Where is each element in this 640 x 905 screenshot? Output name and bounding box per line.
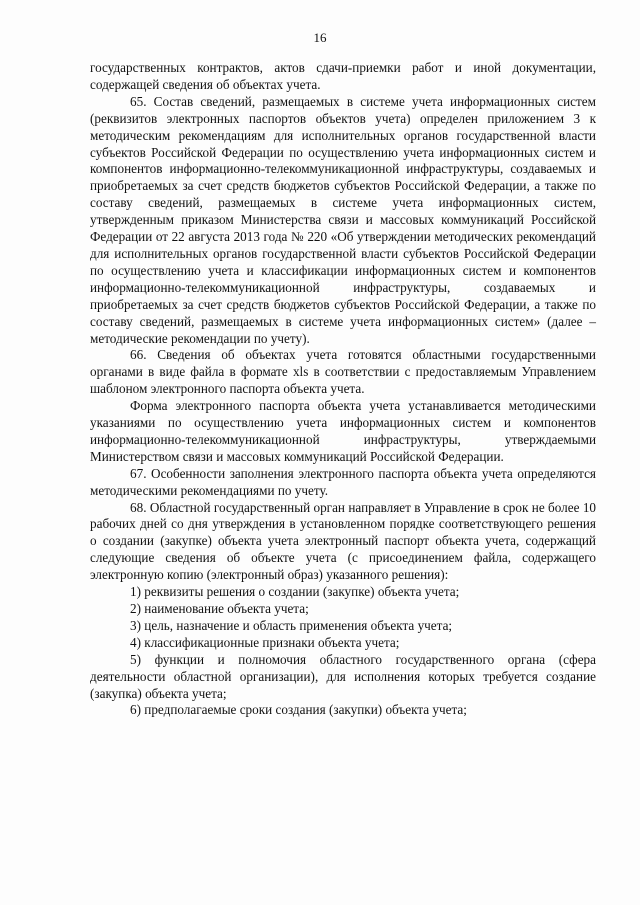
list-item: 2) наименование объекта учета; [130, 601, 309, 616]
paragraph-68: 68. Областной государственный орган направляет в Управление в срок не более 10 рабочих дней со дня утверждения в установленном порядке соответствующего решения о создании (закупке) объекта учета электронный паспорт объекта учета, содержащий следующие сведения об объекте учета (с присоединением файла, содержащего электронную копию (электронный образ) указанного решения): [90, 499, 596, 583]
document-body [90, 60, 596, 719]
list-item: 6) предполагаемые сроки создания (закупки) объекта учета; [130, 702, 467, 718]
paragraph-67: 67. Особенности заполнения электронного паспорта объекта учета определяются методическими рекомендациями по учету. [90, 465, 596, 498]
list-item: 3) цель, назначение и область применения объекта учета; [130, 617, 453, 633]
list-item: 4) классификационные признаки объекта учета; [130, 634, 400, 650]
list-item: 1) реквизиты решения о создании (закупке) объекта учета; [130, 584, 460, 600]
list-item: 5) функции и полномочия областного государственного органа (сфера деятельности областной организации), для исполнения которых требуется создание (закупка) объекта учета; [90, 651, 596, 701]
paragraph-66: 66. Сведения об объектах учета готовятся областными государственными органами в виде файла в формате xls в соответствии с предоставляемым Управлением шаблоном электронного паспорта объекта учета. [90, 347, 596, 397]
paragraph-continuation: государственных контрактов, актов сдачи-приемки работ и иной документации, содержащей сведения об объектах учета. [90, 60, 596, 92]
paragraph-66-form: Форма электронного паспорта объекта учета устанавливается методическими указаниями по осуществлению учета информационных систем и компонентов информационно-телекоммуникационной инфраструктуры, утверждаемыми Министерством связи и массовых коммуникаций Российской Федерации. [90, 398, 596, 464]
paragraph-65: 65. Состав сведений, размещаемых в системе учета информационных систем (реквизитов электронных паспортов объектов учета) определен приложением 3 к методическим рекомендациям для исполнительных органов государственной власти субъектов Российской Федерации по осуществлению учета информационных систем и компонентов информационно-телекоммуникационной инфраструктуры, создаваемых и приобретаемых за счет средств бюджетов субъектов Российской Федерации, а также по составу сведений, размещаемых в системе учета информационных систем, утвержденным приказом Министерства связи и массовых коммуникаций Российской Федерации от 22 августа 2013 года № 220 «Об утверждении методических рекомендаций для исполнительных органов государственной власти субъектов Российской Федерации по осуществлению учета и классификации информационных систем и компонентов информационно-телекоммуникационной инфраструктуры, создаваемых и приобретаемых за счет средств бюджетов субъектов Российской Федерации, а также по составу сведений, размещаемых в системе учета информационных систем» (далее – методические рекомендации по учету). [90, 93, 596, 346]
page-number: 16 [313, 30, 327, 45]
